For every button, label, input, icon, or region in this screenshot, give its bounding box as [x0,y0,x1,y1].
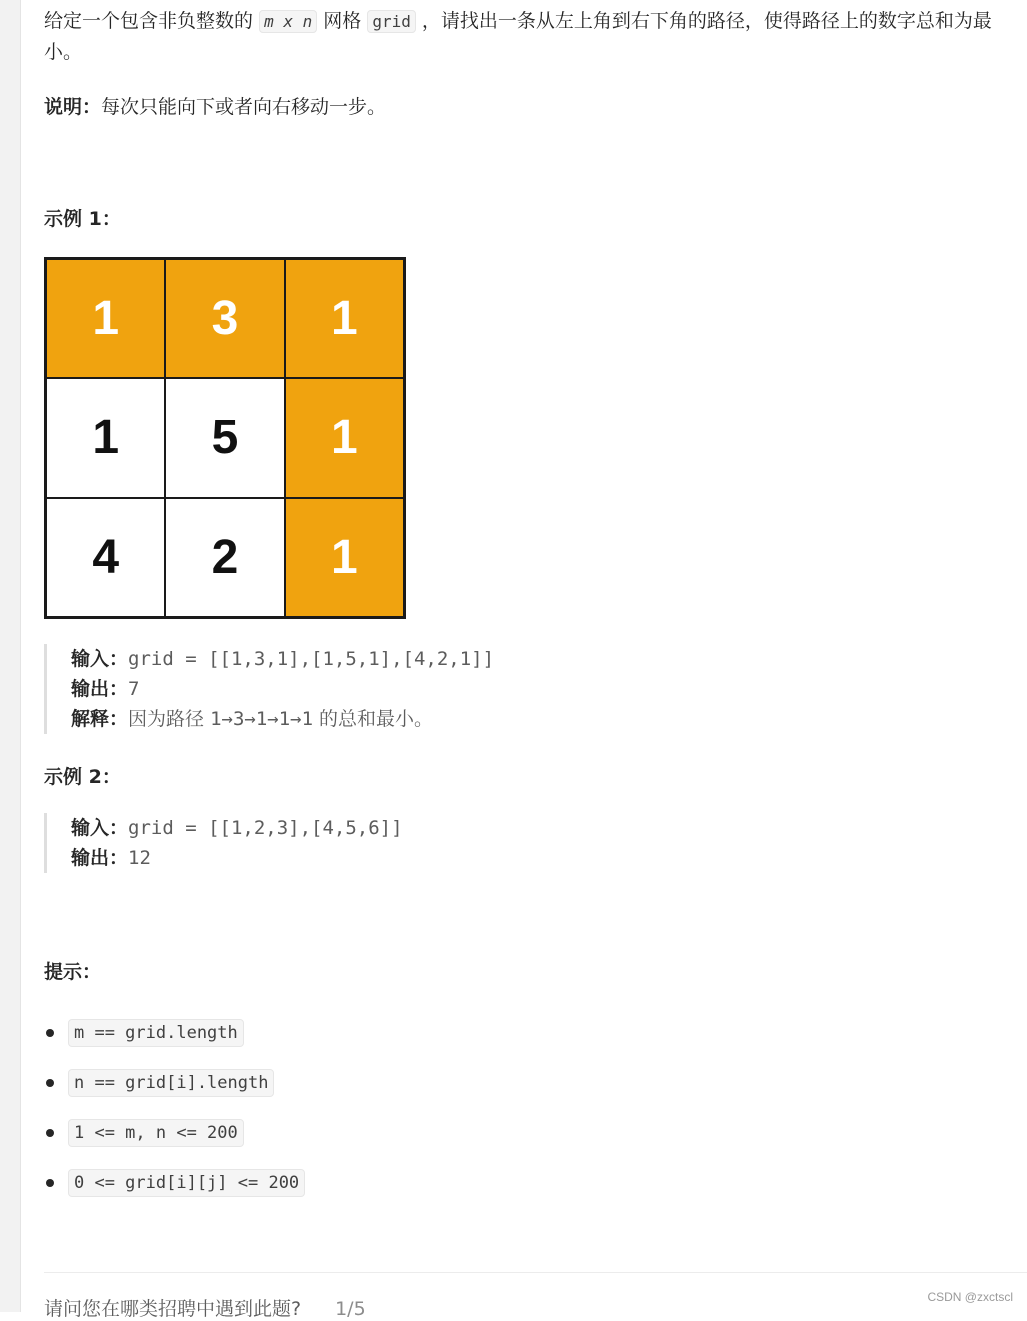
csdn-watermark: CSDN @zxctscl [927,1290,1013,1304]
code-grid: grid [367,10,416,33]
explain-suffix: 的总和最小。 [313,708,434,730]
output-label: 输出： [71,847,129,869]
example-1-grid-image [44,257,406,619]
explain-prefix: 因为路径 [128,708,211,730]
bullet-icon [46,1029,54,1037]
grid-cell-2-0: 4 [46,498,165,617]
desc-part-2: 网格 [323,10,362,32]
note-text: 每次只能向下或者向右移动一步。 [101,96,387,118]
bullet-icon [46,1129,54,1137]
tips-title: 提示： [44,961,102,983]
grid-cell-0-0: 1 [46,259,165,378]
survey-pager: 1/5 [335,1298,366,1320]
tip-code: m == grid.length [68,1019,244,1047]
divider [44,1272,1027,1273]
bullet-icon [46,1179,54,1187]
explain-path: 1→3→1→1→1 [210,708,314,730]
list-item [44,1058,305,1108]
grid-cell-0-1: 3 [165,259,284,378]
list-item [44,1158,305,1208]
note-label: 说明： [44,96,102,118]
output-label: 输出： [71,678,129,700]
code-m-x-n: m x n [259,10,317,33]
desc-part-3: ，请找出一条从左上角到右下角的路径，使得路径上的数字总和为最小。 [44,10,992,63]
note [44,92,386,122]
survey-bar[interactable] [44,1294,366,1321]
output-value: 12 [128,847,151,869]
input-value: grid = [[1,3,1],[1,5,1],[4,2,1]] [128,648,495,670]
list-item [44,1108,305,1158]
tips-list [44,1008,305,1208]
grid-cell-1-2: 1 [285,378,404,497]
grid-cell-1-0: 1 [46,378,165,497]
output-value: 7 [128,678,140,700]
tip-code: 0 <= grid[i][j] <= 200 [68,1169,305,1197]
grid-cell-2-2: 1 [285,498,404,617]
grid-cell-1-1: 5 [165,378,284,497]
example-2-block [44,813,403,873]
explain-label: 解释： [71,708,129,730]
list-item [44,1008,305,1058]
bullet-icon [46,1079,54,1087]
grid-cell-0-2: 1 [285,259,404,378]
input-value: grid = [[1,2,3],[4,5,6]] [128,817,403,839]
problem-description [44,6,1024,68]
tip-code: 1 <= m, n <= 200 [68,1119,244,1147]
tip-code: n == grid[i].length [68,1069,274,1097]
example-2-title: 示例 2： [44,766,121,788]
survey-question[interactable]: 请问您在哪类招聘中遇到此题? [44,1298,302,1320]
left-rail [0,0,21,1312]
grid-cell-2-1: 2 [165,498,284,617]
input-label: 输入： [71,817,129,839]
desc-part-1: 给定一个包含非负整数的 [44,10,254,32]
example-1-title: 示例 1： [44,208,121,230]
example-1-block [44,644,494,734]
input-label: 输入： [71,648,129,670]
